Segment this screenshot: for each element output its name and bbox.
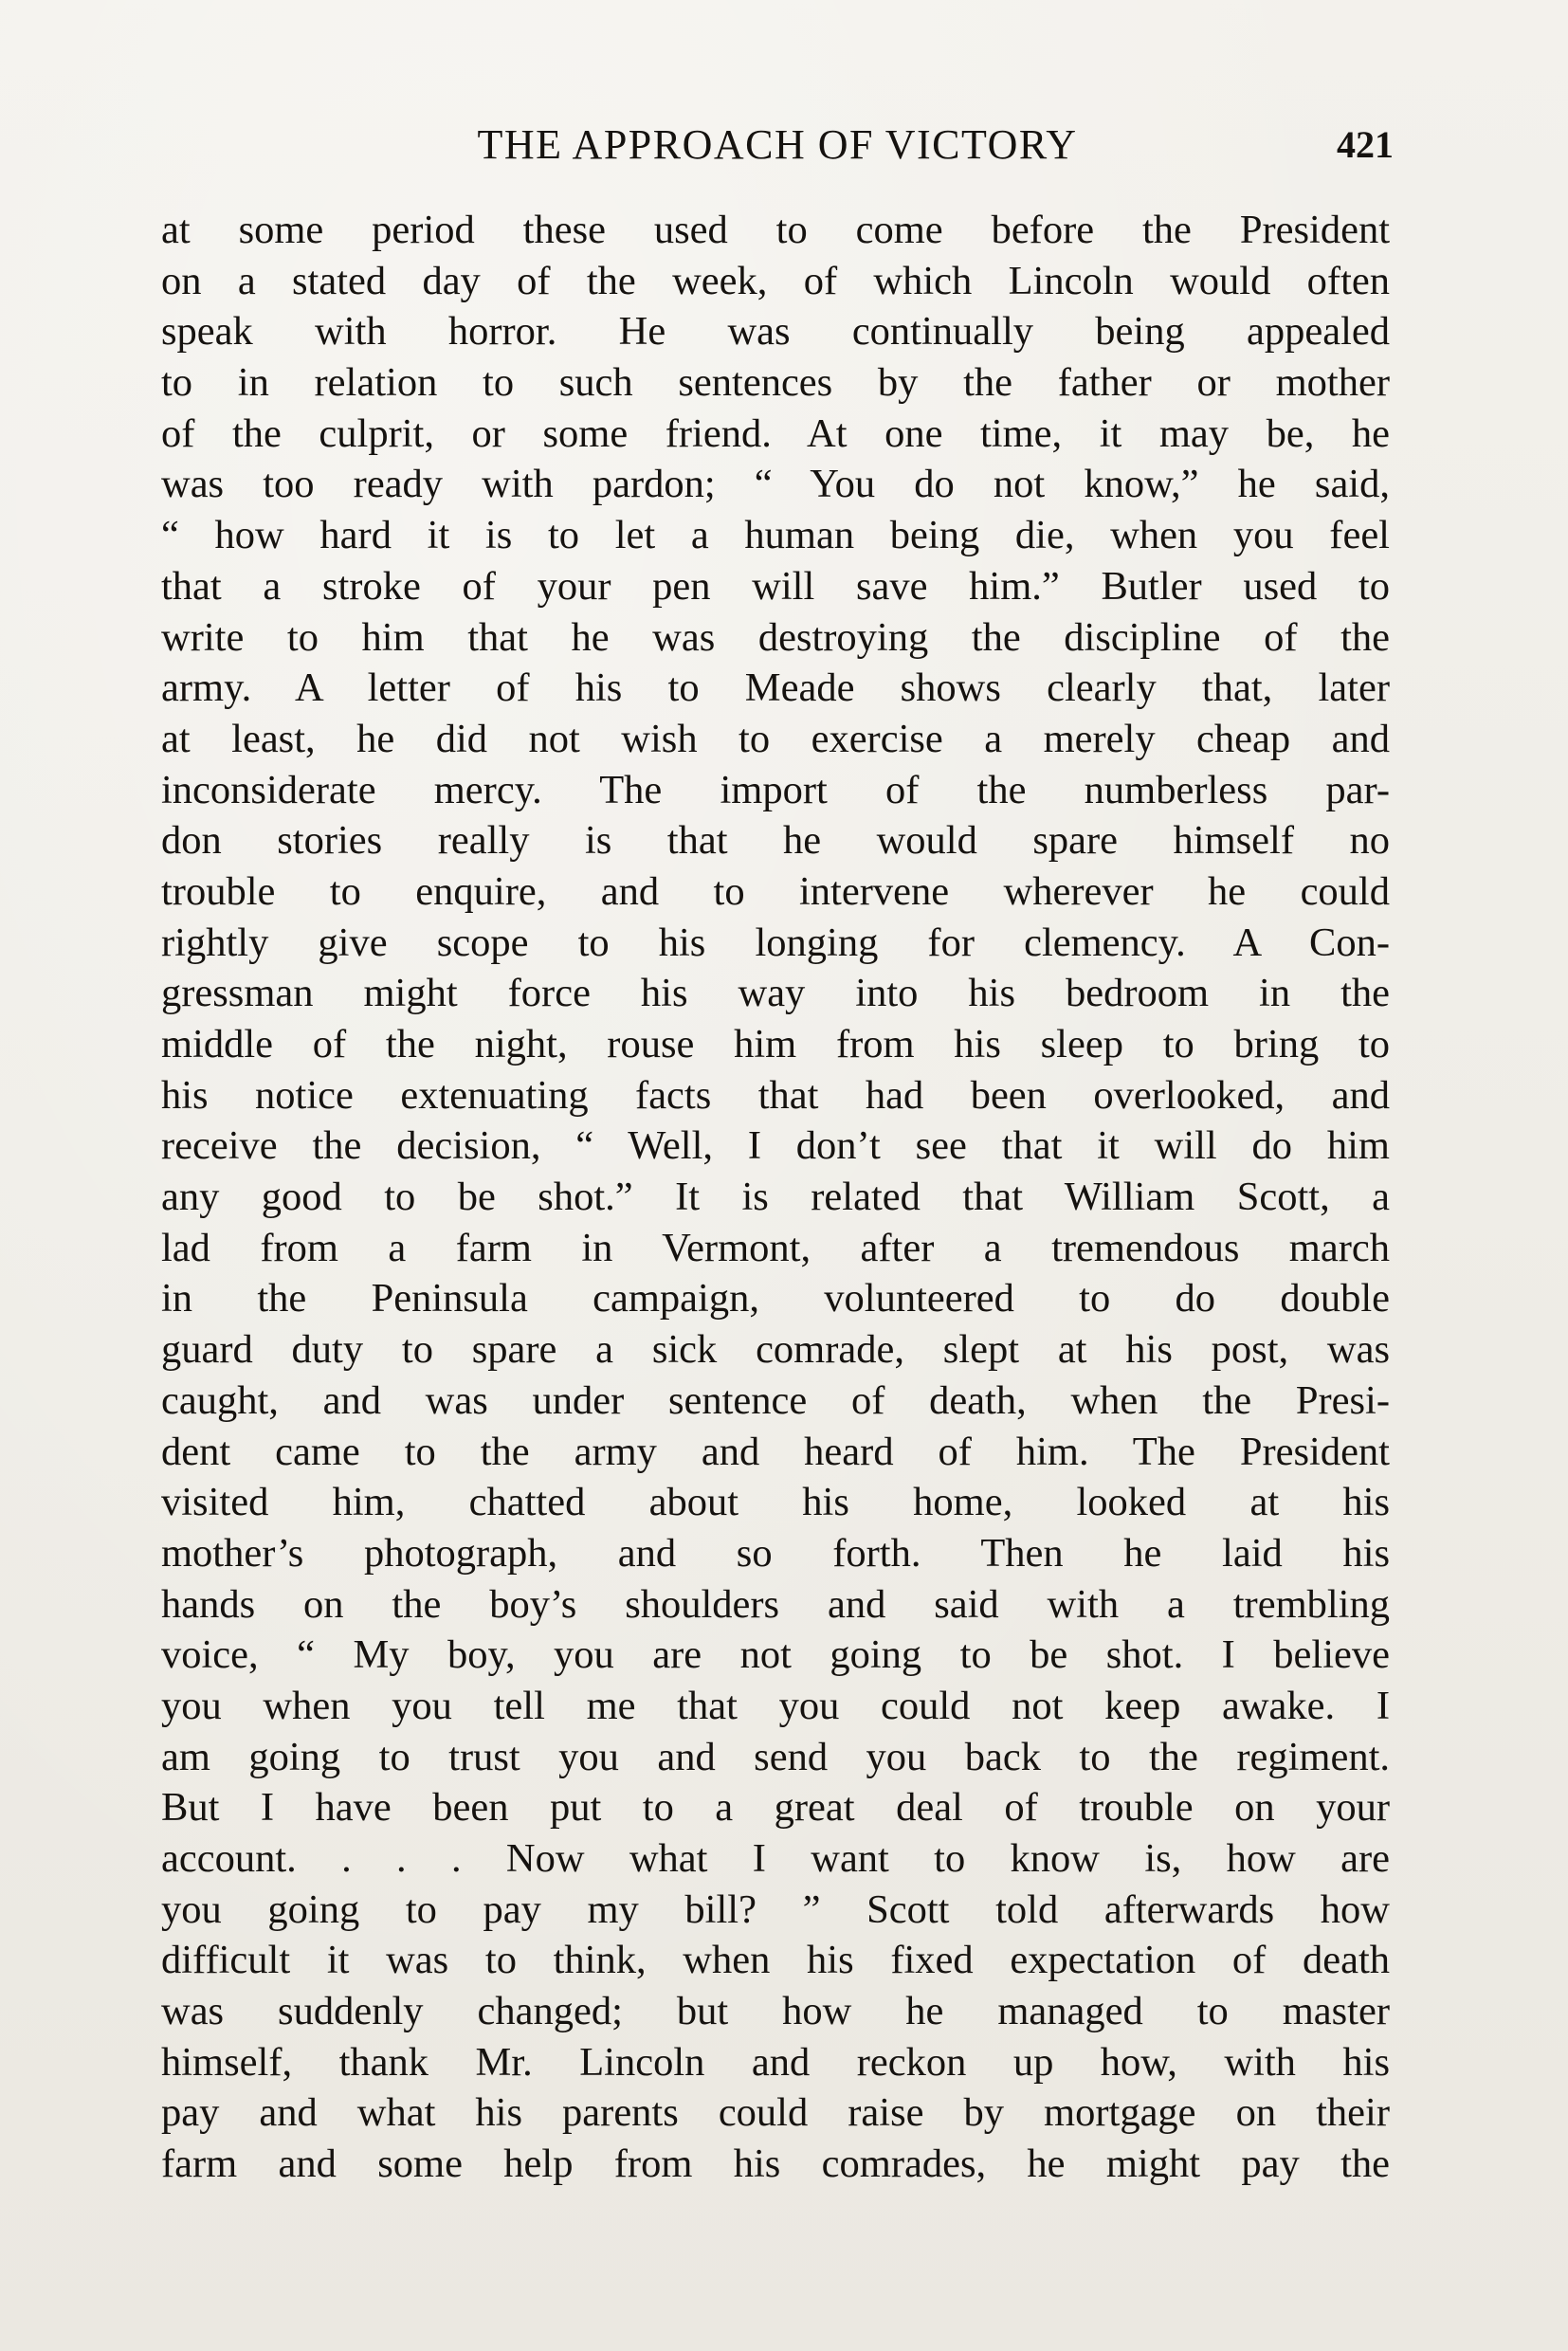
text-line: “ how hard it is to let a human being die, when you feel — [161, 513, 1390, 558]
text-line: to in relation to such sentences by the father or mother — [161, 360, 1390, 406]
text-line: But I have been put to a great deal of trouble on your — [161, 1785, 1390, 1831]
text-line: was too ready with pardon; “ You do not know,” he said, — [161, 462, 1390, 507]
page-number: 421 — [1337, 123, 1394, 166]
text-line: you when you tell me that you could not keep awake. I — [161, 1683, 1390, 1728]
text-line: speak with horror. He was continually being appealed — [161, 309, 1390, 355]
text-line: voice, “ My boy, you are not going to be shot. I believe — [161, 1632, 1390, 1678]
text-line: his notice extenuating facts that had been overlooked, and — [161, 1072, 1390, 1118]
text-line: lad from a farm in Vermont, after a tremendous march — [161, 1225, 1390, 1270]
text-line: account. . . . Now what I want to know is, how are — [161, 1836, 1390, 1881]
text-line: difficult it was to think, when his fixed expectation of death — [161, 1938, 1390, 1983]
text-line: am going to trust you and send you back to the regiment. — [161, 1734, 1390, 1779]
text-line: dent came to the army and heard of him. The President — [161, 1429, 1390, 1474]
text-line: at some period these used to come before the President — [161, 208, 1390, 252]
text-line: pay and what his parents could raise by mortgage on their — [161, 2090, 1390, 2136]
text-line: visited him, chatted about his home, looked at his — [161, 1480, 1390, 1525]
text-line: rightly give scope to his longing for clemency. A Con- — [161, 920, 1390, 965]
body-text — [161, 205, 1390, 2190]
page-header — [161, 112, 1394, 178]
text-line: middle of the night, rouse him from his sleep to bring to — [161, 1022, 1390, 1066]
text-line: in the Peninsula campaign, volunteered to do double — [161, 1276, 1390, 1321]
text-line: trouble to enquire, and to intervene wherever he could — [161, 868, 1390, 914]
text-line: don stories really is that he would spare himself no — [161, 818, 1390, 864]
text-line: of the culprit, or some friend. At one time, it may be, he — [161, 410, 1390, 456]
text-line: any good to be shot.” It is related that William Scott, a — [161, 1175, 1390, 1220]
text-line: on a stated day of the week, of which Lincoln would often — [161, 258, 1390, 303]
text-line: receive the decision, “ Well, I don’t see that it will do him — [161, 1123, 1390, 1169]
text-line: you going to pay my bill? ” Scott told afterwards how — [161, 1886, 1390, 1932]
text-line: inconsiderate mercy. The import of the numberless par- — [161, 767, 1390, 812]
running-title: THE APPROACH OF VICTORY — [477, 121, 1078, 168]
text-line: guard duty to spare a sick comrade, slept at his post, was — [161, 1327, 1390, 1373]
text-line: himself, thank Mr. Lincoln and reckon up how, with his — [161, 2039, 1390, 2085]
text-line: was suddenly changed; but how he managed to master — [161, 1989, 1390, 2034]
text-line: farm and some help from his comrades, he might pay the — [161, 2141, 1390, 2187]
text-line: write to him that he was destroying the discipline of the — [161, 614, 1390, 660]
text-line: at least, he did not wish to exercise a merely cheap and — [161, 716, 1390, 761]
text-line: that a stroke of your pen will save him.” Butler used to — [161, 563, 1390, 609]
text-line: mother’s photograph, and so forth. Then he laid his — [161, 1530, 1390, 1576]
text-line: hands on the boy’s shoulders and said with a trembling — [161, 1581, 1390, 1627]
text-line: army. A letter of his to Meade shows clearly that, later — [161, 665, 1390, 711]
text-line: caught, and was under sentence of death, when the Presi- — [161, 1377, 1390, 1423]
text-line: gressman might force his way into his bedroom in the — [161, 971, 1390, 1016]
